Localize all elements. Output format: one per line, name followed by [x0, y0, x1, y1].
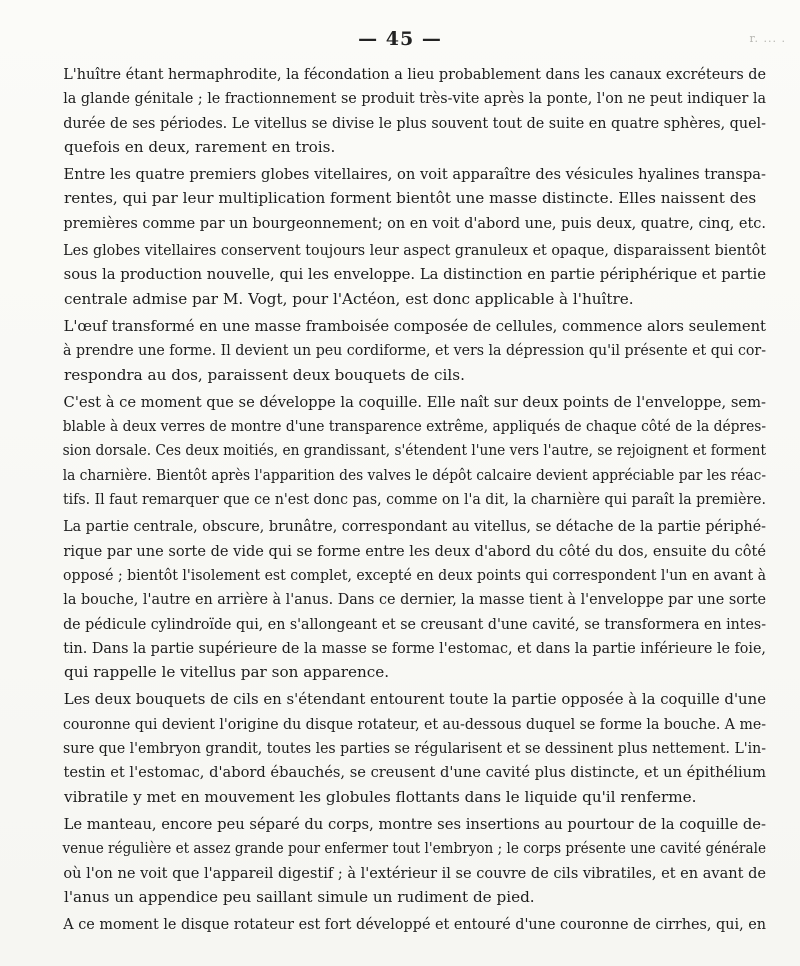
text-line: tifs. Il faut remarquer que ce n'est donc pas, comme on l'a dit, la charnière qui paraît la première. [62, 490, 767, 509]
text-line: venue régulière et assez grande pour enfermer tout l'embryon ; le corps présente une cavité générale [62, 839, 767, 858]
text-line: à prendre une forme. Il devient un peu cordiforme, et vers la dépression qu'il présente et qui cor- [63, 341, 766, 360]
text-line: premières comme par un bourgeonnement; on en voit d'abord une, puis deux, quatre, cinq, etc. [63, 213, 766, 232]
text-line: L'huître étant hermaphrodite, la fécondation a lieu probablement dans les canaux excréteurs de [63, 65, 767, 83]
text-line: rique par une sorte de vide qui se forme entre les deux d'abord du côté du dos, ensuite du côté [63, 541, 766, 560]
paragraph [50, 238, 766, 311]
text-line: Le manteau, encore peu séparé du corps, montre ses insertions au pourtour de la coquille de- [63, 814, 766, 833]
text-line: sous la production nouvelle, qui les enveloppe. La distinction en partie périphérique et partie [63, 265, 766, 284]
text-line: qui rappelle le vitellus par son apparence. [64, 663, 390, 682]
page-header [0, 28, 800, 52]
paragraph [50, 912, 766, 936]
text-line: la glande génitale ; le fractionnement se produit très-vite après la ponte, l'on ne peut indiquer la [63, 89, 767, 108]
text-line: respondra au dos, paraissent deux bouquets de cils. [64, 365, 465, 384]
text-line: La partie centrale, obscure, brunâtre, correspondant au vitellus, se détache de la partie périphé- [63, 517, 767, 536]
text-line: de pédicule cylindroïde qui, en s'allongeant et se creusant d'une cavité, se transformera en intes- [63, 614, 766, 633]
paragraph [50, 514, 766, 684]
text-line: où l'on ne voit que l'appareil digestif ; à l'extérieur il se couvre de cils vibratiles, et en avant de [63, 863, 766, 882]
text-line: Les deux bouquets de cils en s'étendant entourent toute la partie opposée à la coquille d'une [63, 690, 767, 709]
text-line: A ce moment le disque rotateur est fort développé et entouré d'une couronne de cirrhes, qui, en [63, 915, 766, 934]
text-line: rentes, qui par leur multiplication forment bientôt une masse distincte. Elles naissent des [64, 189, 757, 208]
paragraph [50, 314, 766, 387]
paragraph [50, 62, 766, 159]
paragraph [50, 687, 766, 808]
text-line: L'œuf transformé en une masse framboisée composée de cellules, commence alors seulement [63, 316, 766, 335]
paragraph [50, 390, 766, 511]
text-line: centrale admise par M. Vogt, pour l'Actéon, est donc applicable à l'huître. [64, 289, 634, 308]
body-text [50, 62, 766, 939]
text-line: testin et l'estomac, d'abord ébauchés, se creusent d'une cavité plus distincte, et un épithélium [63, 763, 766, 782]
text-line: couronne qui devient l'origine du disque rotateur, et au-dessous duquel se forme la bouche. A me- [63, 714, 767, 733]
text-line: la bouche, l'autre en arrière à l'anus. Dans ce dernier, la masse tient à l'enveloppe par une sorte [63, 590, 767, 609]
text-line: sure que l'embryon grandit, toutes les parties se régularisent et se dessinent plus nettement. L'in- [62, 739, 766, 758]
text-line: Les globes vitellaires conservent toujours leur aspect granuleux et opaque, disparaissent bientôt [63, 241, 767, 260]
paragraph [50, 812, 766, 909]
text-line: C'est à ce moment que se développe la coquille. Elle naît sur deux points de l'enveloppe, sem- [63, 392, 767, 411]
text-line: la charnière. Bientôt après l'apparition des valves le dépôt calcaire devient appréciable par les réac- [62, 465, 767, 484]
text-line: Entre les quatre premiers globes vitellaires, on voit apparaître des vésicules hyalines transpa- [63, 165, 767, 184]
paragraph [50, 162, 766, 235]
text-line: l'anus un appendice peu saillant simule un rudiment de pied. [64, 887, 535, 906]
text-line: opposé ; bientôt l'isolement est complet, excepté en deux points qui correspondent l'un en avant à [62, 565, 766, 584]
text-line: durée de ses périodes. Le vitellus se divise le plus souvent tout de suite en quatre sphères, quel- [63, 113, 766, 132]
text-line: blable à deux verres de montre d'une transparence extrême, appliqués de chaque côté de la dépres- [62, 417, 766, 436]
text-line: quefois en deux, rarement en trois. [64, 137, 336, 156]
text-line: sion dorsale. Ces deux moitiés, en grandissant, s'étendent l'une vers l'autre, se rejoignent et forment [62, 441, 767, 460]
page-number: — 45 — [358, 28, 442, 50]
corner-mark: r. ... . [749, 32, 786, 45]
text-line: tin. Dans la partie supérieure de la masse se forme l'estomac, et dans la partie inférieure le foie, [63, 638, 767, 657]
text-line: vibratile y met en mouvement les globules flottants dans le liquide qu'il renferme. [64, 787, 697, 806]
